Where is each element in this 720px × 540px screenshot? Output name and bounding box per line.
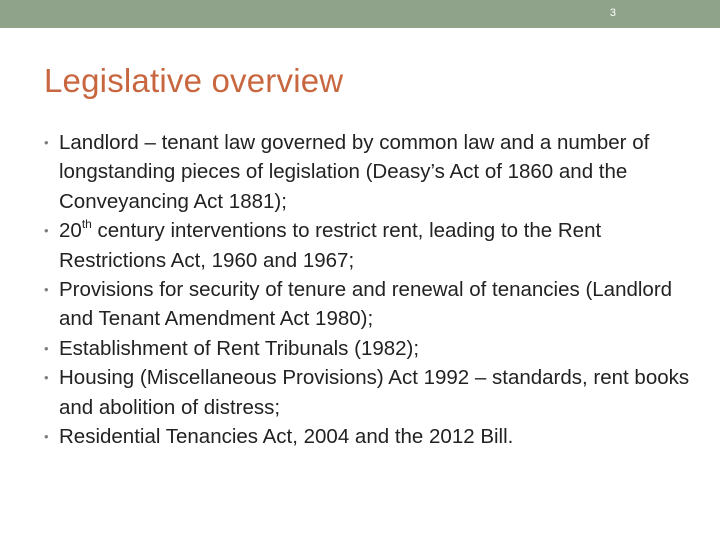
slide-title: Legislative overview — [44, 62, 344, 99]
bullet-item-6 — [44, 422, 694, 451]
bullet-item-4 — [44, 334, 694, 363]
bullet-text: Landlord – tenant law governed by common law and a number of longstanding pieces of legislation (Deasy’s Act of 1860 and the Conveyancing Act 1881); — [59, 131, 650, 213]
bullet-text — [59, 219, 601, 271]
bullet-item-1 — [44, 128, 694, 216]
page-number: 3 — [609, 7, 616, 19]
slide-header-bar — [0, 0, 720, 28]
bullet-icon: • — [44, 370, 49, 386]
bullet-item-3 — [44, 275, 694, 334]
bullet-text-prefix: 20 — [59, 219, 82, 243]
bullet-item-5 — [44, 363, 694, 422]
bullet-icon: • — [44, 135, 49, 150]
bullet-item-2 — [44, 216, 694, 275]
bullet-text-superscript: th — [81, 217, 92, 232]
bullet-icon: • — [44, 282, 49, 298]
bullet-icon: • — [44, 429, 49, 445]
bullet-icon: • — [44, 223, 49, 239]
bullet-text: Establishment of Rent Tribunals (1982); — [59, 336, 420, 360]
bullet-text: Housing (Miscellaneous Provisions) Act 1992 – standards, rent books and abolition of distress; — [59, 366, 690, 419]
bullet-text: Residential Tenancies Act, 2004 and the 2012 Bill. — [59, 425, 514, 449]
bullet-icon: • — [44, 340, 49, 356]
bullet-list — [44, 128, 694, 451]
bullet-text: Provisions for security of tenure and renewal of tenancies (Landlord and Tenant Amendment Act 1980); — [59, 278, 673, 331]
bullet-text-rest: century interventions to restrict rent, leading to the Rent Restrictions Act, 1960 and 1967; — [59, 219, 602, 272]
